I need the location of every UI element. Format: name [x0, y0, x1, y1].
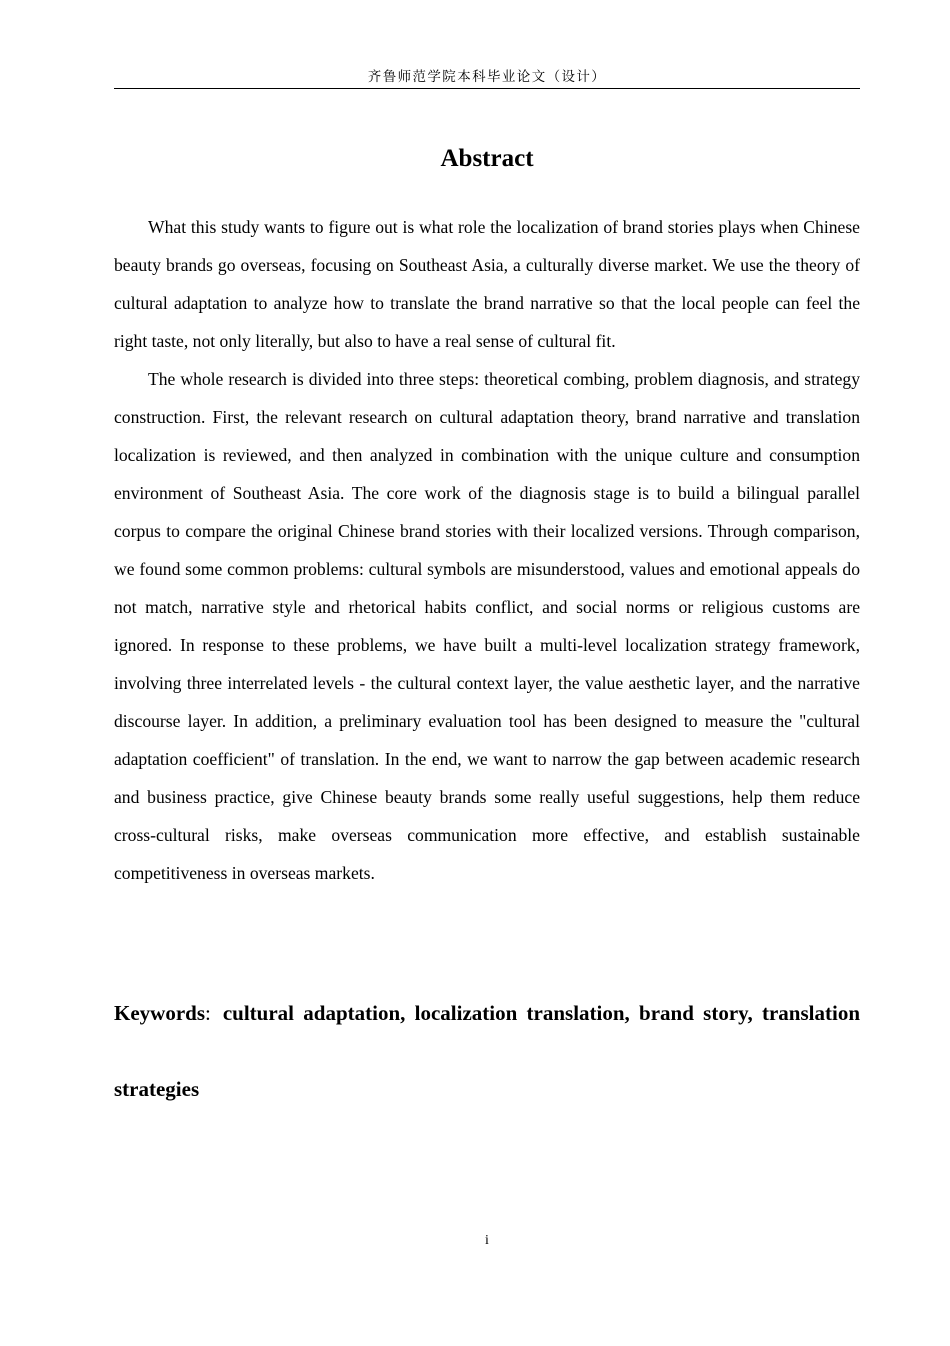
abstract-title: Abstract — [440, 145, 534, 172]
abstract-paragraph: The whole research is divided into three steps: theoretical combing, problem diagnosis, and strategy construction. First, the relevant research on cultural adaptation theory, brand narrative and translation localization is reviewed, and then analyzed in combination with the unique culture and consumption environment of Southeast Asia. The core work of the diagnosis stage is to build a bilingual parallel corpus to compare the original Chinese brand stories with their localized versions. Through comparison, we found some common problems: cultural symbols are misunderstood, values and emotional appeals do not match, narrative style and rhetorical habits conflict, and social norms or religious customs are ignored. In response to these problems, we have built a multi-level localization strategy framework, involving three interrelated levels - the cultural context layer, the value aesthetic layer, and the narrative discourse layer. In addition, a preliminary evaluation tool has been designed to measure the "cultural adaptation coefficient" of translation. In the end, we want to narrow the gap between academic research and business practice, give Chinese beauty brands some really useful suggestions, help them reduce cross-cultural risks, make overseas communication more effective, and establish sustainable competitiveness in overseas markets. — [114, 369, 860, 883]
keywords-separator: : — [205, 1001, 211, 1025]
abstract-body — [114, 208, 860, 892]
keywords-list: cultural adaptation, localization translation, brand story, translation strategies — [114, 1001, 860, 1101]
running-header — [114, 66, 860, 89]
page-number: i — [485, 1233, 489, 1248]
abstract-paragraph: What this study wants to figure out is what role the localization of brand stories plays when Chinese beauty brands go overseas, focusing on Southeast Asia, a culturally diverse market. We use the theory of cultural adaptation to analyze how to translate the brand narrative so that the local people can feel the right taste, not only literally, but also to have a real sense of cultural fit. — [114, 217, 860, 351]
header-title: 齐鲁师范学院本科毕业论文（设计） — [367, 69, 607, 85]
keywords-line — [114, 975, 860, 1127]
keywords-label: Keywords — [114, 1001, 205, 1025]
